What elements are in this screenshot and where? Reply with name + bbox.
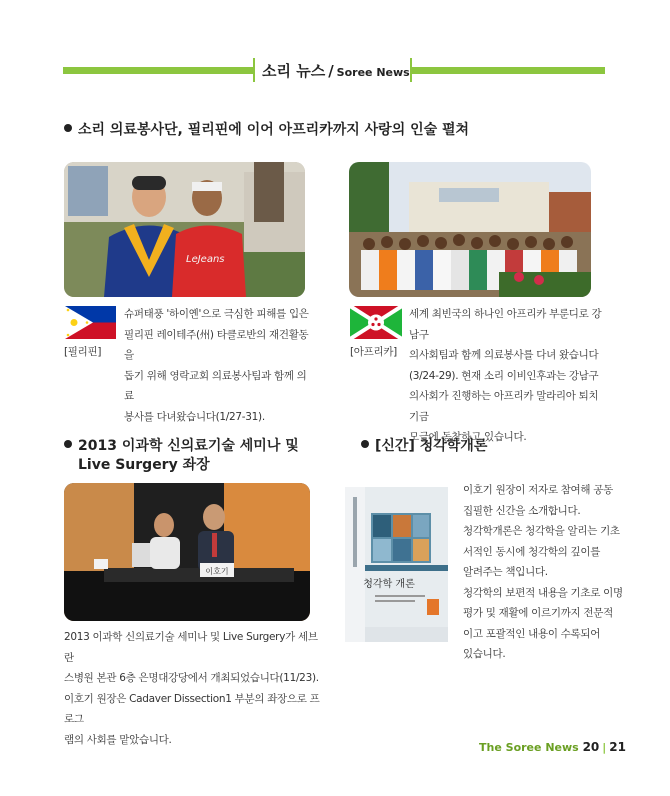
header-rule-tick-left: [253, 58, 255, 82]
article3-body: 이호기 원장이 저자로 참여해 공동 집필한 신간을 소개합니다. 청각학개론은 청각학을 알리는 기초 서적인 동시에 청각학의 깊이를 알려주는 책입니다. 청각학의 보편적 내용을 기초로 이명 평가 및 재활에 이르기까지 전문적 이고 포괄적인 내용이 수록되어 있습니다.: [463, 484, 623, 660]
header-rule-right: [412, 67, 605, 74]
book-cover-image: [345, 487, 448, 642]
philippines-body: 슈퍼태풍 '하이옌'으로 극심한 피해를 입은 필리핀 레이테주(州) 타클로반의 재건활동을 돕기 위해 영락교회 의료봉사팀과 함께 의료 봉사를 다녀왔습니다(1/27-31).: [124, 308, 309, 423]
page-footer: [479, 740, 626, 754]
bullet-icon: [361, 440, 369, 448]
page-number-left: 20: [582, 740, 600, 754]
bullet-icon: [64, 440, 72, 448]
philippines-flag-icon: [65, 306, 116, 339]
article1-headline: 소리 의료봉사단, 필리핀에 이어 아프리카까지 사랑의 인술 펼쳐: [64, 121, 469, 140]
footer-brand-news: News: [545, 741, 579, 754]
section-title: [262, 60, 408, 81]
photo-shirt-text: LeJeans: [186, 254, 225, 265]
section-title-separator: /: [328, 62, 334, 80]
photo-philippines-volunteers: [64, 162, 305, 297]
africa-label: [아프리카]: [350, 346, 397, 358]
philippines-label: [필리핀]: [64, 346, 102, 358]
section-title-english: Soree News: [336, 66, 410, 79]
section-title-korean: 소리 뉴스: [262, 62, 326, 80]
nameplate-text: 이호기: [205, 567, 229, 576]
photo-seminar-panel: [64, 483, 310, 621]
article3-headline: [신간] 청각학개론: [361, 437, 487, 456]
page-number-divider: |: [602, 741, 607, 754]
photo-africa-group: [349, 162, 591, 297]
footer-brand: The Soree: [479, 741, 542, 754]
header-rule-left: [63, 67, 253, 74]
bullet-icon: [64, 124, 72, 132]
page-number-right: 21: [609, 740, 626, 754]
article2-body: 2013 이과학 신의료기술 세미나 및 Live Surgery가 세브란 스병원 본관 6층 은명대강당에서 개최되었습니다(11/23). 이호기 원장은 Cadaver Dissection1 부분의 좌장으로 프로그 램의 사회를 맡았습니다.: [64, 631, 320, 746]
africa-body: 세계 최빈국의 하나인 아프리카 부룬디로 강남구 의사회팀과 함께 의료봉사를 다녀 왔습니다 (3/24-29). 현재 소리 이비인후과는 강남구 의사회가 진행하는 아프리카 말라리아 퇴치 기금 모금에 동참하고 있습니다.: [409, 308, 602, 443]
article2-headline: 2013 이과학 신의료기술 세미나 및 Live Surgery 좌장: [64, 437, 299, 475]
book-title-text: 청각학 개론: [363, 579, 415, 590]
burundi-flag-icon: [350, 306, 402, 339]
